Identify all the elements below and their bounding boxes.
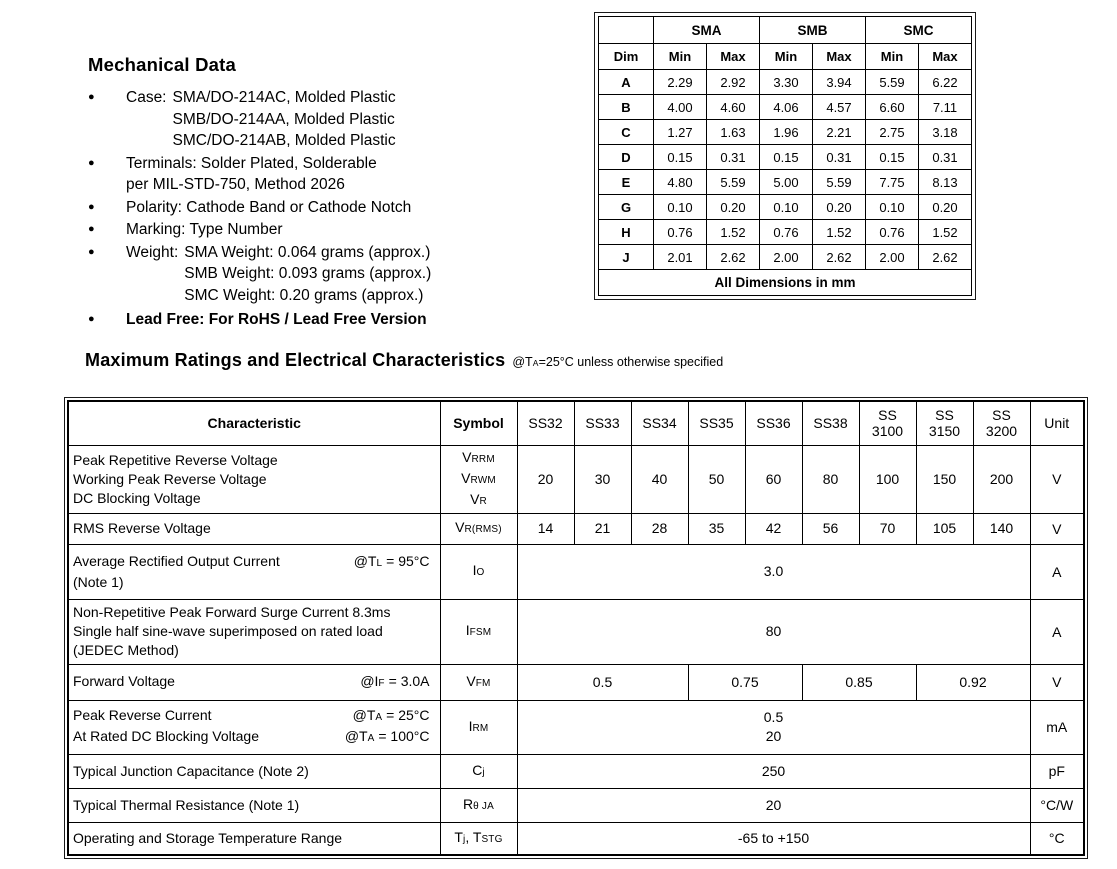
value-cell	[973, 513, 1030, 544]
value-cell	[517, 544, 1030, 599]
symbol-line: IO	[472, 562, 485, 578]
ratings-row	[68, 822, 1084, 855]
value-line: 56	[822, 520, 839, 536]
dim-column-header: Max	[813, 44, 866, 70]
value-line: 0.85	[845, 673, 873, 690]
unit-cell: °C/W	[1030, 788, 1084, 822]
bullet-lines	[126, 153, 377, 196]
characteristic-text: (Note 1)	[73, 573, 124, 590]
bullet-icon: ●	[88, 91, 95, 103]
test-condition: @TL = 95°C	[353, 552, 430, 569]
value-cell	[916, 445, 973, 513]
value-cell	[688, 513, 745, 544]
value-cell	[517, 445, 574, 513]
value-line: 60	[765, 470, 782, 487]
value-cell	[517, 822, 1030, 855]
value-line: -65 to +150	[737, 829, 810, 846]
bullet-icon: ●	[88, 245, 95, 258]
characteristic-line	[73, 470, 436, 489]
value-line: 21	[594, 520, 611, 536]
bullet-item	[88, 197, 578, 219]
dim-value-cell: 0.15	[760, 145, 813, 170]
value-line: 80	[765, 623, 782, 639]
characteristic-line	[73, 829, 436, 848]
dim-value-cell: 0.10	[760, 195, 813, 220]
dim-value-cell: 2.62	[813, 245, 866, 270]
ratings-title-text: Maximum Ratings and Electrical Characteristics	[85, 350, 506, 370]
value-cell	[517, 599, 1030, 664]
dimensions-table	[598, 16, 972, 296]
value-cell	[802, 513, 859, 544]
subscript-text: FM	[475, 677, 491, 689]
subscript-text: FSM	[469, 627, 492, 638]
value-cell	[517, 700, 1030, 754]
dim-value-cell: 3.30	[760, 70, 813, 95]
dim-value-cell: 0.20	[707, 195, 760, 220]
value-line: 105	[932, 520, 957, 536]
dim-corner-cell	[599, 17, 654, 44]
dim-table-row	[599, 170, 972, 195]
value-line: 70	[879, 520, 896, 536]
value-line: 0.92	[959, 673, 987, 690]
symbol-line: Cj	[472, 761, 485, 778]
symbol-cell	[440, 445, 517, 513]
symbol-line: VFM	[466, 672, 491, 689]
bullet-line: Terminals: Solder Plated, Solderable	[126, 154, 377, 172]
dim-letter: C	[599, 120, 654, 145]
value-line: 250	[761, 762, 786, 779]
ratings-column-header: Characteristic	[68, 401, 440, 445]
subscript-text: O	[476, 567, 485, 578]
value-cell	[916, 664, 1030, 700]
value-line: 80	[822, 470, 839, 487]
ratings-row	[68, 788, 1084, 822]
dim-column-header: Min	[654, 44, 707, 70]
dim-value-cell: 2.62	[919, 245, 972, 270]
characteristic-text: Single half sine-wave superimposed on rated load	[73, 623, 383, 639]
value-line: 20	[765, 728, 782, 744]
dim-column-header: Max	[919, 44, 972, 70]
value-line: 20	[537, 470, 554, 487]
dim-value-cell: 8.13	[919, 170, 972, 195]
bullet-line: SMC/DO-214AB, Molded Plastic	[172, 132, 396, 149]
value-line: 40	[651, 470, 668, 487]
bullet-line: per MIL-STD-750, Method 2026	[126, 176, 345, 193]
value-cell	[688, 445, 745, 513]
bullet-item	[88, 219, 578, 241]
characteristic-line	[73, 796, 436, 815]
ratings-row	[68, 664, 1084, 700]
bullet-item	[88, 87, 578, 152]
bullet-line: Marking: Type Number	[126, 221, 283, 238]
dim-value-cell: 1.63	[707, 120, 760, 145]
dim-table-row	[599, 120, 972, 145]
characteristic-text: Operating and Storage Temperature Range	[73, 829, 343, 846]
dim-value-cell: 4.80	[654, 170, 707, 195]
unit-cell: A	[1030, 599, 1084, 664]
characteristic-line	[73, 622, 436, 641]
dim-value-cell: 1.52	[813, 220, 866, 245]
dim-value-cell: 0.15	[654, 145, 707, 170]
symbol-cell	[440, 513, 517, 544]
dim-value-cell: 6.22	[919, 70, 972, 95]
symbol-line: IRM	[468, 717, 489, 734]
characteristic-line	[73, 603, 436, 622]
bullet-lines	[184, 242, 431, 307]
value-cell	[574, 513, 631, 544]
subscript-text: RWM	[470, 474, 496, 486]
ratings-column-header: Unit	[1030, 401, 1084, 445]
bullet-line: SMA/DO-214AC, Molded Plastic	[172, 89, 396, 106]
subscript-text: RM	[472, 722, 489, 734]
dim-value-cell: 0.15	[866, 145, 919, 170]
characteristic-cell	[68, 664, 440, 700]
dim-value-cell: 2.01	[654, 245, 707, 270]
symbol-line: VR	[470, 490, 487, 507]
dim-value-cell: 0.20	[813, 195, 866, 220]
symbol-cell	[440, 754, 517, 788]
bullet-body	[126, 242, 431, 307]
value-cell	[745, 513, 802, 544]
dim-table-row	[599, 195, 972, 220]
value-cell	[859, 513, 916, 544]
dim-value-cell: 3.18	[919, 120, 972, 145]
dim-group-row	[599, 17, 972, 44]
dim-column-header: Dim	[599, 44, 654, 70]
characteristic-cell	[68, 822, 440, 855]
characteristic-line	[73, 451, 436, 470]
ratings-row	[68, 599, 1084, 664]
characteristic-cell	[68, 754, 440, 788]
dim-letter: A	[599, 70, 654, 95]
dim-value-cell: 5.00	[760, 170, 813, 195]
characteristic-text: DC Blocking Voltage	[73, 489, 201, 506]
dim-package-header: SMB	[760, 17, 866, 44]
dim-value-cell: 0.10	[866, 195, 919, 220]
characteristic-line	[73, 727, 436, 748]
ratings-table	[67, 400, 1085, 856]
value-line: 28	[651, 520, 668, 536]
dim-letter: H	[599, 220, 654, 245]
value-cell	[517, 513, 574, 544]
characteristic-cell	[68, 513, 440, 544]
dim-package-header: SMC	[866, 17, 972, 44]
value-cell	[802, 445, 859, 513]
test-condition: @IF = 3.0A	[360, 672, 430, 689]
value-line: 0.5	[763, 709, 784, 725]
characteristic-text: Non-Repetitive Peak Forward Surge Current 8.3ms	[73, 604, 391, 620]
dim-value-cell: 2.00	[866, 245, 919, 270]
subscript-text: j	[482, 766, 485, 778]
characteristic-cell	[68, 599, 440, 664]
dim-value-cell: 0.31	[707, 145, 760, 170]
bullet-line: SMC Weight: 0.20 grams (approx.)	[184, 286, 424, 304]
characteristic-line	[73, 573, 436, 592]
dim-letter: G	[599, 195, 654, 220]
characteristic-line	[73, 672, 436, 693]
subscript-text: A	[532, 358, 539, 368]
ratings-row	[68, 754, 1084, 788]
value-line: 0.75	[731, 673, 759, 690]
value-line: 42	[765, 520, 782, 536]
bullet-line: SMB Weight: 0.093 grams (approx.)	[184, 265, 432, 282]
value-line: 50	[708, 470, 725, 487]
subscript-text: j	[462, 833, 466, 845]
dim-table-row	[599, 245, 972, 270]
value-cell	[517, 754, 1030, 788]
dim-value-cell: 2.29	[654, 70, 707, 95]
ratings-row	[68, 700, 1084, 754]
dim-value-cell: 0.31	[813, 145, 866, 170]
characteristic-line	[73, 641, 436, 660]
value-line: 200	[989, 470, 1014, 487]
dim-column-header: Max	[707, 44, 760, 70]
dim-value-cell: 3.94	[813, 70, 866, 95]
dim-value-cell: 5.59	[866, 70, 919, 95]
unit-cell: V	[1030, 664, 1084, 700]
dim-value-cell: 4.06	[760, 95, 813, 120]
dim-value-cell: 0.20	[919, 195, 972, 220]
characteristic-text: Typical Thermal Resistance (Note 1)	[73, 796, 300, 813]
dim-value-cell: 1.52	[707, 220, 760, 245]
ratings-row	[68, 544, 1084, 599]
ratings-column-header: Symbol	[440, 401, 517, 445]
dim-value-cell: 0.31	[919, 145, 972, 170]
value-line: 150	[932, 470, 957, 487]
package-dimensions-table	[594, 12, 976, 300]
dim-package-header: SMA	[654, 17, 760, 44]
bullet-icon: ●	[88, 223, 95, 235]
symbol-cell	[440, 544, 517, 599]
dim-footer-note: All Dimensions in mm	[599, 270, 972, 296]
value-line: 3.0	[763, 563, 784, 579]
dim-value-cell: 5.59	[813, 170, 866, 195]
characteristic-text: Peak Reverse Current	[73, 707, 212, 723]
value-line: 0.5	[592, 673, 613, 690]
symbol-line: VR(RMS)	[455, 519, 502, 535]
characteristic-cell	[68, 788, 440, 822]
symbol-line: VRWM	[461, 469, 496, 486]
characteristic-text: At Rated DC Blocking Voltage	[73, 728, 259, 744]
bullet-line: Polarity: Cathode Band or Cathode Notch	[126, 198, 412, 216]
bullet-lines	[126, 309, 427, 331]
dim-value-cell: 5.59	[707, 170, 760, 195]
subscript-text: A	[375, 712, 383, 723]
dim-table-row	[599, 220, 972, 245]
unit-cell: mA	[1030, 700, 1084, 754]
bullet-body	[126, 219, 283, 241]
value-cell	[802, 664, 916, 700]
symbol-line: Tj, TSTG	[454, 828, 503, 845]
dim-value-cell: 6.60	[866, 95, 919, 120]
dim-value-cell: 2.00	[760, 245, 813, 270]
bullet-body	[126, 309, 427, 331]
dim-value-cell: 4.60	[707, 95, 760, 120]
value-cell	[631, 513, 688, 544]
ratings-column-header: SS35	[688, 401, 745, 445]
dim-value-cell: 2.75	[866, 120, 919, 145]
bullet-line: SMB/DO-214AA, Molded Plastic	[172, 110, 395, 128]
characteristic-text: Peak Repetitive Reverse Voltage	[73, 451, 278, 468]
subscript-text: R	[479, 495, 487, 507]
ratings-column-header: SS32	[517, 401, 574, 445]
dim-value-cell: 7.11	[919, 95, 972, 120]
value-line: 35	[708, 520, 725, 536]
bullet-line: Lead Free: For RoHS / Lead Free Version	[126, 311, 427, 328]
dim-value-cell: 4.57	[813, 95, 866, 120]
subscript-text: L	[376, 557, 383, 569]
dim-value-cell: 2.92	[707, 70, 760, 95]
test-condition: @TA = 100°C	[344, 728, 430, 744]
dim-value-cell: 1.27	[654, 120, 707, 145]
value-cell	[517, 664, 688, 700]
ratings-row	[68, 513, 1084, 544]
subscript-text: RRM	[471, 453, 495, 465]
characteristic-cell	[68, 544, 440, 599]
value-line: 20	[765, 796, 782, 813]
characteristic-line	[73, 519, 436, 538]
dim-value-cell: 7.75	[866, 170, 919, 195]
value-line: 30	[594, 470, 611, 487]
ratings-row	[68, 445, 1084, 513]
dim-value-cell: 0.76	[654, 220, 707, 245]
dim-value-cell: 2.62	[707, 245, 760, 270]
dim-table-row	[599, 145, 972, 170]
symbol-line: IFSM	[465, 622, 492, 638]
bullet-lines	[126, 219, 283, 241]
dim-value-cell: 0.10	[654, 195, 707, 220]
characteristic-line	[73, 552, 436, 573]
bullet-icon: ●	[88, 156, 95, 169]
ratings-column-header: SS34	[631, 401, 688, 445]
subscript-text: STG	[481, 833, 503, 845]
bullet-body	[126, 153, 377, 196]
value-cell	[916, 513, 973, 544]
symbol-cell	[440, 664, 517, 700]
dim-value-cell: 1.52	[919, 220, 972, 245]
characteristic-text: Working Peak Reverse Voltage	[73, 470, 267, 487]
bullet-body	[126, 197, 411, 219]
dim-value-cell: 1.96	[760, 120, 813, 145]
characteristic-text: Forward Voltage	[73, 672, 175, 689]
ratings-column-header: SS38	[802, 401, 859, 445]
bullet-icon: ●	[88, 313, 95, 325]
value-line: 140	[989, 520, 1014, 536]
dim-column-header: Min	[866, 44, 919, 70]
subscript-text: θ JA	[473, 800, 494, 812]
characteristic-cell	[68, 445, 440, 513]
symbol-line: VRRM	[462, 448, 495, 465]
value-line: 100	[875, 470, 900, 487]
mechanical-data-title: Mechanical Data	[88, 54, 236, 75]
value-cell	[631, 445, 688, 513]
ratings-title-condition: @TA=25°C unless otherwise specified	[512, 355, 724, 369]
subscript-text: F	[378, 677, 385, 689]
bullet-lines	[173, 87, 396, 152]
value-cell	[688, 664, 802, 700]
dim-letter: J	[599, 245, 654, 270]
symbol-line: Rθ JA	[463, 795, 494, 812]
dim-value-cell: 0.76	[866, 220, 919, 245]
value-cell	[973, 445, 1030, 513]
value-cell	[517, 788, 1030, 822]
value-cell	[745, 445, 802, 513]
dim-table-row	[599, 95, 972, 120]
dim-subheader-row	[599, 44, 972, 70]
characteristic-cell	[68, 700, 440, 754]
ratings-column-header: SS 3200	[973, 401, 1030, 445]
ratings-column-header: SS36	[745, 401, 802, 445]
dim-letter: D	[599, 145, 654, 170]
test-condition: @TA = 25°C	[352, 707, 430, 723]
ratings-column-header: SS 3100	[859, 401, 916, 445]
ratings-section-title	[85, 350, 723, 371]
bullet-item	[88, 242, 578, 307]
ratings-column-header: SS 3150	[916, 401, 973, 445]
bullet-label: Case:	[126, 89, 167, 106]
characteristic-line	[73, 762, 436, 781]
symbol-cell	[440, 788, 517, 822]
dim-column-header: Min	[760, 44, 813, 70]
dim-value-cell: 4.00	[654, 95, 707, 120]
dim-value-cell: 2.21	[813, 120, 866, 145]
bullet-line: SMA Weight: 0.064 grams (approx.)	[184, 243, 431, 261]
value-cell	[859, 445, 916, 513]
dim-letter: E	[599, 170, 654, 195]
value-cell	[574, 445, 631, 513]
ratings-column-header: SS33	[574, 401, 631, 445]
unit-cell: pF	[1030, 754, 1084, 788]
unit-cell: °C	[1030, 822, 1084, 855]
characteristic-line	[73, 706, 436, 727]
characteristic-text: RMS Reverse Voltage	[73, 520, 211, 536]
mechanical-data-section	[88, 54, 578, 331]
ratings-header-row	[68, 401, 1084, 445]
dim-value-cell: 0.76	[760, 220, 813, 245]
symbol-cell	[440, 822, 517, 855]
dim-footer-row	[599, 270, 972, 296]
subscript-text: A	[367, 733, 375, 744]
dim-table-row	[599, 70, 972, 95]
value-line: 14	[537, 520, 554, 536]
characteristic-line	[73, 489, 436, 508]
unit-cell: V	[1030, 445, 1084, 513]
bullet-lines	[126, 197, 411, 219]
symbol-cell	[440, 700, 517, 754]
bullet-item	[88, 153, 578, 196]
bullet-item	[88, 309, 578, 331]
symbol-cell	[440, 599, 517, 664]
unit-cell: V	[1030, 513, 1084, 544]
subscript-text: R(RMS)	[464, 524, 502, 535]
dim-letter: B	[599, 95, 654, 120]
characteristic-text: Average Rectified Output Current	[73, 552, 280, 569]
mechanical-bullet-list	[88, 87, 578, 331]
maximum-ratings-table	[64, 397, 1088, 859]
bullet-label: Weight:	[126, 243, 179, 261]
unit-cell: A	[1030, 544, 1084, 599]
characteristic-text: (JEDEC Method)	[73, 642, 179, 658]
bullet-body	[126, 87, 396, 152]
characteristic-text: Typical Junction Capacitance (Note 2)	[73, 762, 309, 779]
bullet-icon: ●	[88, 200, 95, 213]
